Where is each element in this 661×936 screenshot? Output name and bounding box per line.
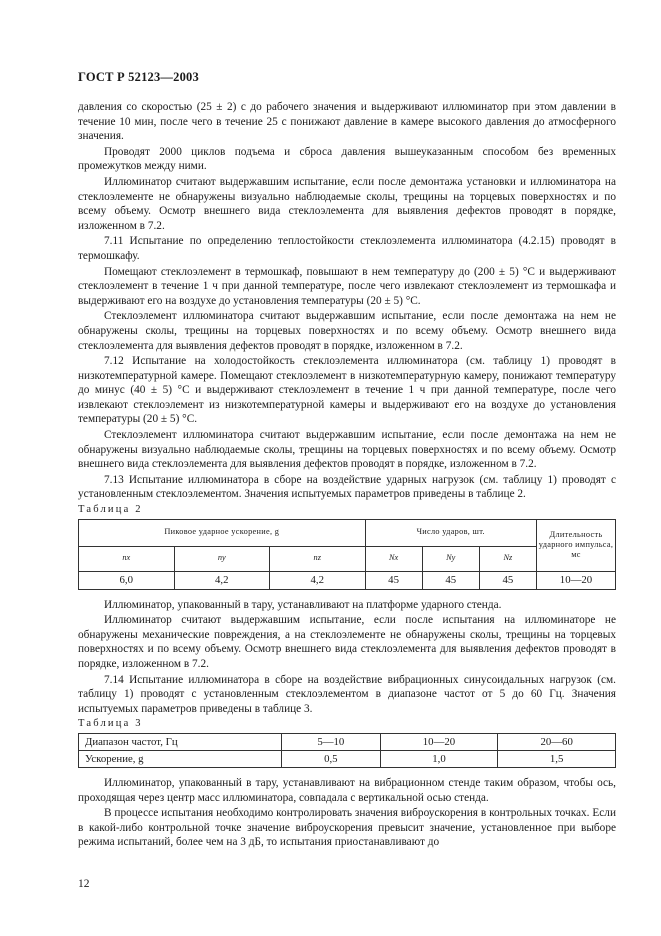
- table2: [78, 519, 616, 590]
- paragraph: Иллюминатор считают выдержавшим испытание, если после демонтажа установки и иллюминатора на стеклоэлементе не обнаружены визуально наблюдаемые сколы, трещины на торцевых поверхностях и по всему объему. Осмотр внешнего вида стеклоэлемента для выявления дефектов проводят в порядке, изложенном в 7.2.: [78, 175, 616, 232]
- table3-cell: 20—60: [498, 733, 616, 750]
- table2-subheader: Nx: [365, 546, 422, 571]
- table2-subheader: nz: [270, 546, 366, 571]
- table3-cell: 1,5: [498, 750, 616, 767]
- table2-header-group1: Пиковое ударное ускорение, g: [79, 519, 366, 546]
- paragraph: Помещают стеклоэлемент в термошкаф, повышают в нем температуру до (200 ± 5) °С и выдерживают стеклоэлемент в течение 1 ч при данной температуре, после чего извлекают стеклоэлемент из термошкафа и выдерживают его на воздухе до установления температуры (20 ± 5) °С.: [78, 265, 616, 307]
- table2-header-group2: Число ударов, шт.: [365, 519, 537, 546]
- table2-subheader: Nz: [479, 546, 536, 571]
- table-row: [79, 733, 616, 750]
- table2-subheader: Ny: [422, 546, 479, 571]
- table2-subheader: nx: [79, 546, 175, 571]
- table2-cell: 4,2: [174, 571, 270, 589]
- paragraph: давления со скоростью (25 ± 2) с до рабочего значения и выдерживают иллюминатор при этом давлении в течение 10 мин, после чего в течение 25 с понижают давление в камере высокого давления до атмосферного значения.: [78, 101, 616, 143]
- table3-cell: 10—20: [380, 733, 498, 750]
- table2-cell: 45: [422, 571, 479, 589]
- document-header: ГОСТ Р 52123—2003: [78, 70, 199, 84]
- document-body: [78, 100, 616, 851]
- table3-row-label: Ускорение, g: [79, 750, 282, 767]
- table2-cell: 45: [479, 571, 536, 589]
- table2-cell: 6,0: [79, 571, 175, 589]
- table3-cell: 5—10: [282, 733, 381, 750]
- paragraph: Иллюминатор, упакованный в тару, устанавливают на платформе ударного стенда.: [104, 598, 502, 611]
- paragraph: 7.11 Испытание по определению теплостойкости стеклоэлемента иллюминатора (4.2.15) проводят в термошкафу.: [78, 235, 616, 262]
- table2-cell: 45: [365, 571, 422, 589]
- paragraph: Стеклоэлемент иллюминатора считают выдержавшим испытание, если после демонтажа на нем не обнаружены визуально наблюдаемые сколы, трещины на торцевых поверхностях и по всему объему. Осмотр внешнего вида стеклоэлемента для выявления дефектов проводят в порядке, изложенном в 7.2.: [78, 429, 616, 471]
- table2-header-group3: Длительность ударного импульса, мс: [537, 519, 616, 571]
- paragraph: Иллюминатор, упакованный в тару, устанавливают на вибрационном стенде таким образом, чтобы ось, проходящая через центр масс иллюминатора, совпадала с вертикальной осью стенда.: [78, 776, 616, 804]
- paragraph: 7.12 Испытание на холодостойкость стеклоэлемента иллюминатора (см. таблицу 1) проводят в низкотемпературной камере. Помещают стеклоэлемент в низкотемпературную камеру, понижают температуру до минус (40 ± 5) °С и выдерживают стеклоэлемент в течение 1 ч при данной температуре, после чего извлекают стеклоэлемент из низкотемпературной камеры и выдерживают его на воздухе до установления температуры (20 ± 5) °С.: [78, 355, 616, 426]
- table2-cell: 10—20: [537, 571, 616, 589]
- table2-cell: 4,2: [270, 571, 366, 589]
- table-row: [79, 750, 616, 767]
- table3: [78, 733, 616, 768]
- table3-row-label: Диапазон частот, Гц: [79, 733, 282, 750]
- paragraph: 7.14 Испытание иллюминатора в сборе на воздействие вибрационных синусоидальных нагрузок (см. таблицу 1) проводят с установленным стеклоэлементом в диапазоне частот от 5 до 60 Гц. Значения испытуемых параметров приведены в таблице 3.: [78, 673, 616, 715]
- paragraph: Стеклоэлемент иллюминатора считают выдержавшим испытание, если после демонтажа на нем не обнаружены сколы, трещины на торцевых поверхностях и по всему объему. Осмотр внешнего вида стеклоэлемента для выявления дефектов проводят в порядке, изложенном в 7.2.: [78, 310, 616, 352]
- table2-subheader: ny: [174, 546, 270, 571]
- paragraph: 7.13 Испытание иллюминатора в сборе на воздействие ударных нагрузок (см. таблицу 1) проводят с установленным стеклоэлементом. Значения испытуемых параметров приведены в таблице 2.: [78, 473, 616, 501]
- table2-caption: Таблица 2: [78, 504, 143, 516]
- paragraph: В процессе испытания необходимо контролировать значения виброускорения в контрольных точках. Если в какой-либо контрольной точке значение виброускорения превысит значение, установленное при выборе режима испытаний, более чем на 3 дБ, то испытания приостанавливают до: [78, 807, 616, 849]
- table3-cell: 0,5: [282, 750, 381, 767]
- page-number: 12: [78, 878, 90, 890]
- paragraph: Проводят 2000 циклов подъема и сброса давления вышеуказанным способом без временных промежутков между ними.: [78, 145, 616, 173]
- table3-caption: Таблица 3: [78, 718, 143, 730]
- table3-cell: 1,0: [380, 750, 498, 767]
- paragraph: Иллюминатор считают выдержавшим испытание, если после испытания на иллюминаторе не обнаружены механические повреждения, а на стеклоэлементе не обнаружены сколы, трещины на торцевых поверхностях и по всему объему. Осмотр внешнего вида стеклоэлемента для выявления дефектов проводят в порядке, изложенном в 7.2.: [78, 614, 616, 670]
